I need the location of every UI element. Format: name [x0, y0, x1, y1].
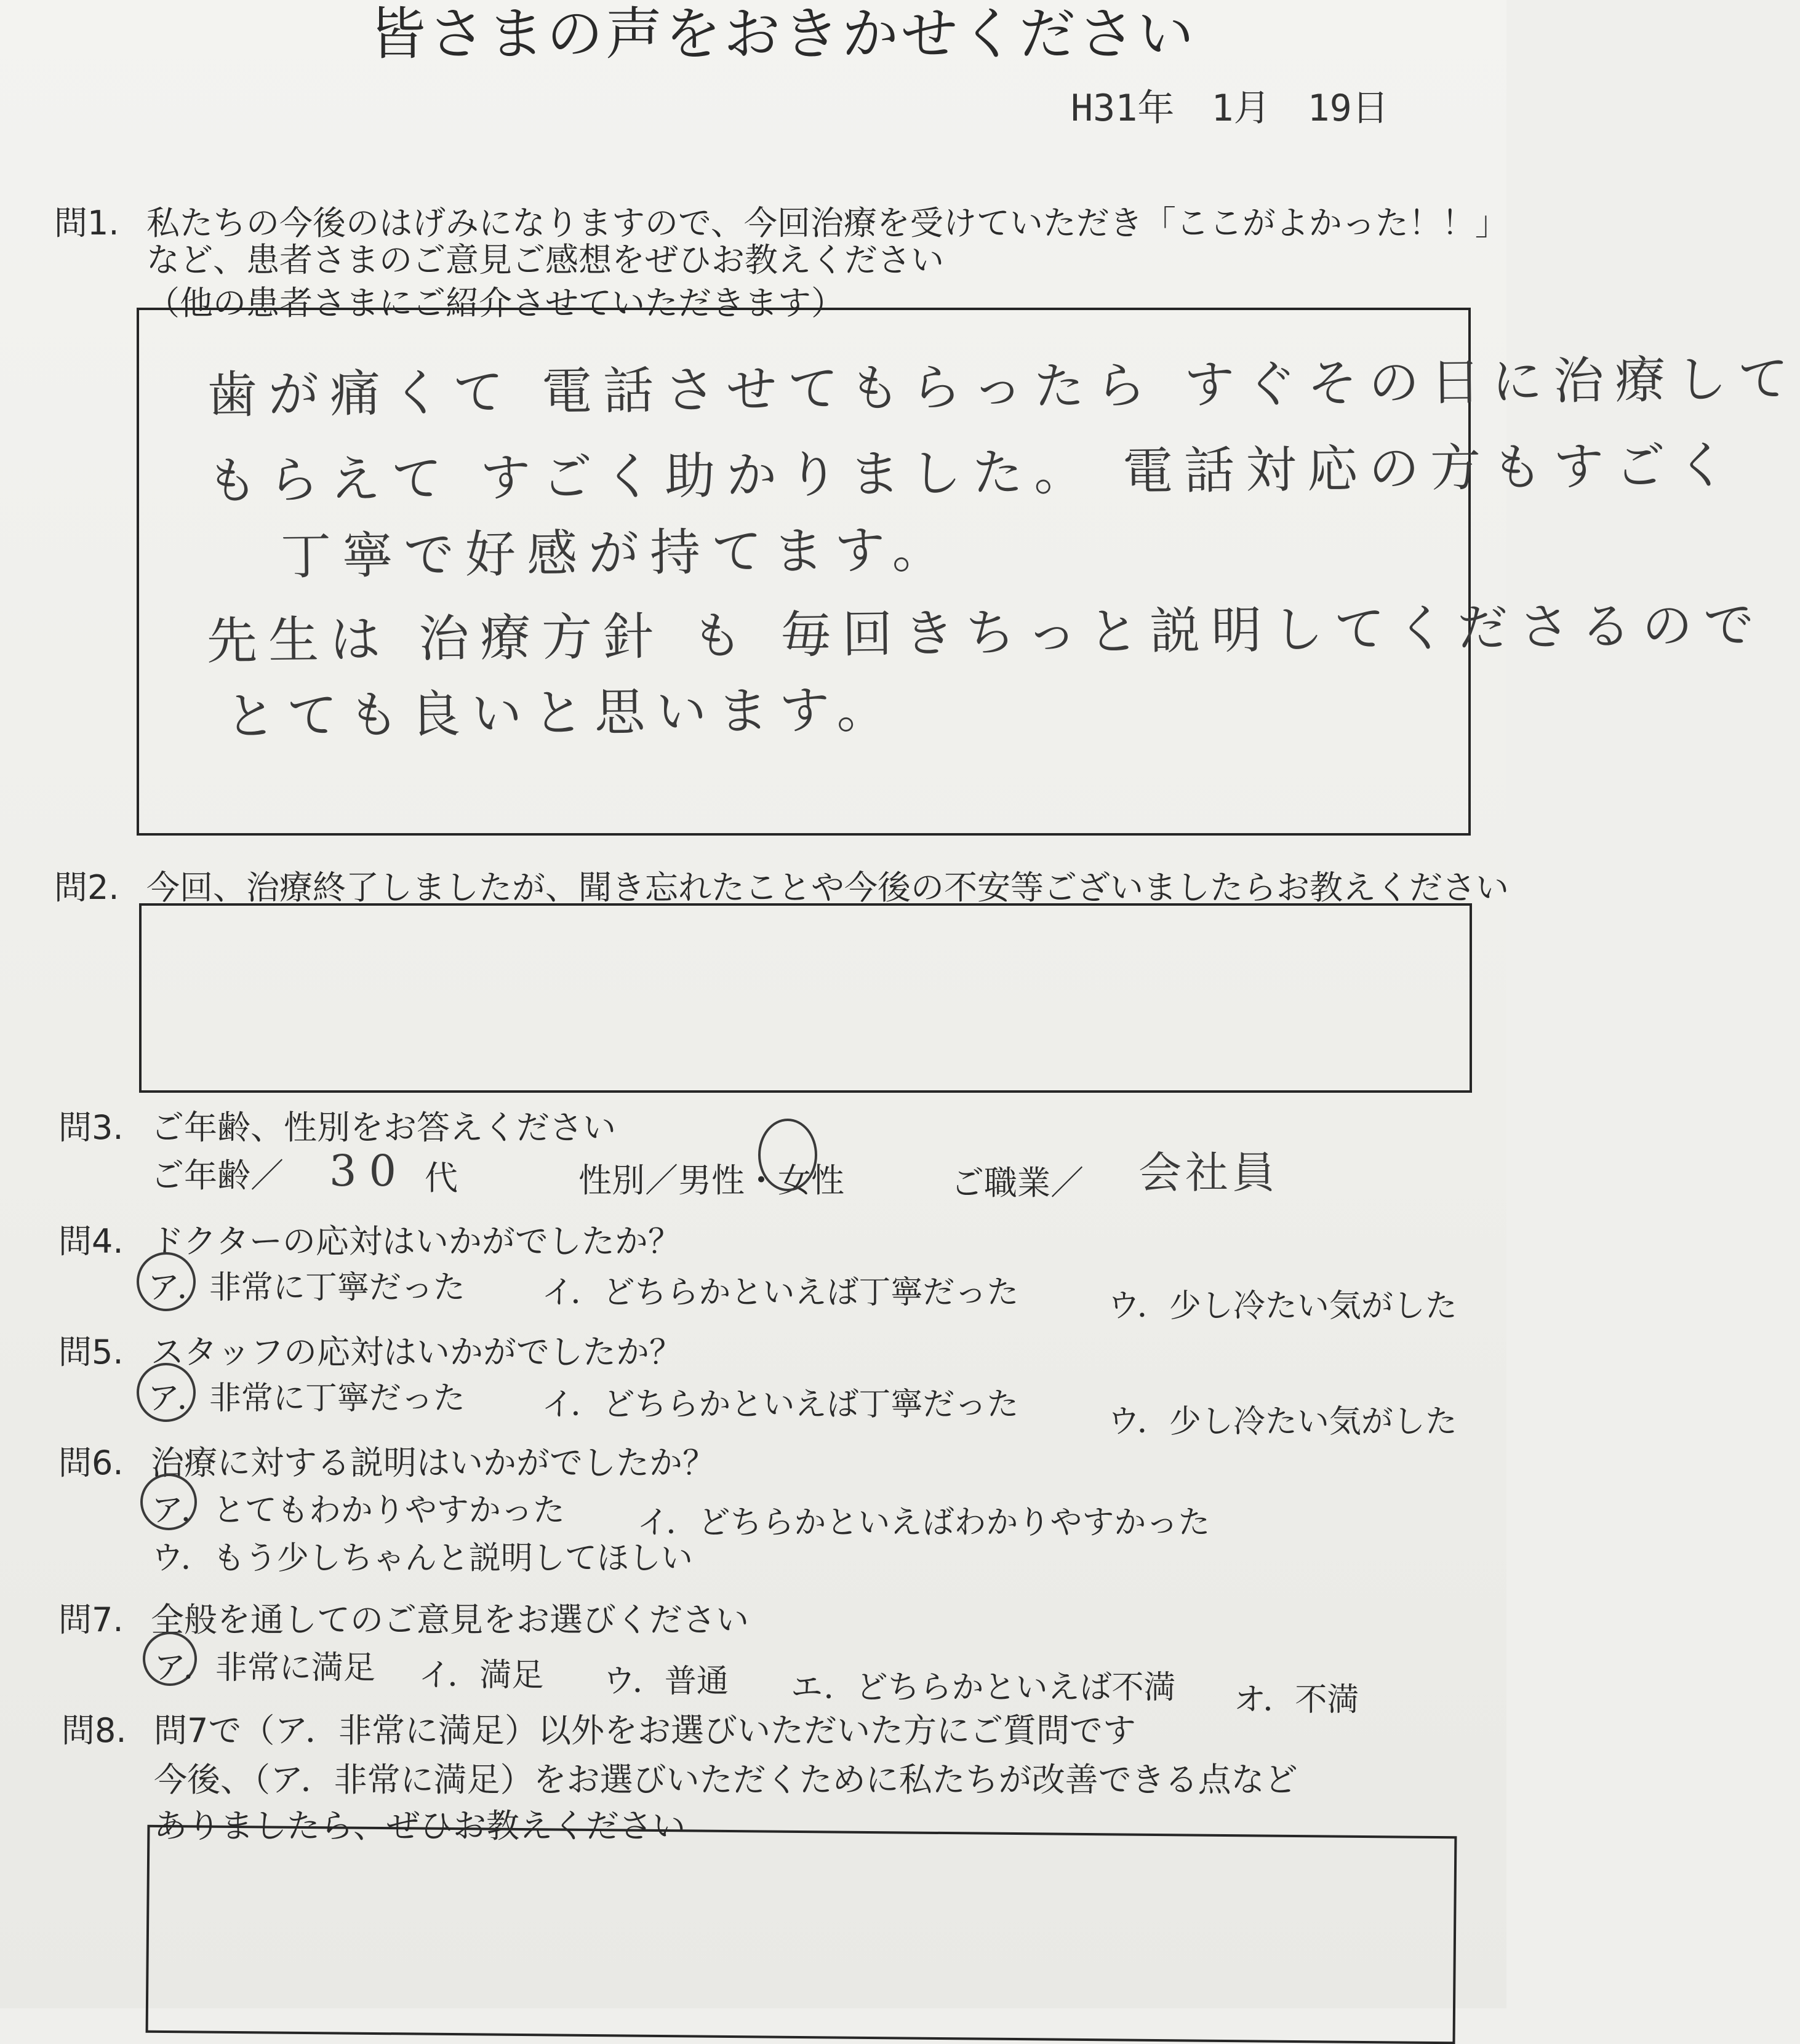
q6-option-a[interactable]: ア．とてもわかりやすかった [151, 1492, 565, 1529]
q8-line1 [62, 1704, 1136, 1752]
q1-answer-line-4: 先生は 治療方針 も 毎回きちっと説明してくださるので [206, 596, 1766, 671]
q7-option-d[interactable]: エ．どちらかといえば不満 [791, 1669, 1176, 1706]
q1-text-1: 私たちの今後のはげみになりますので、今回治療を受けていただき「ここがよかった！！」 [146, 204, 1508, 242]
q3-line [58, 1101, 616, 1149]
q1-answer-line-1: 歯が痛くて 電話させてもらったら すぐその日に治療して [206, 349, 1800, 425]
q5-number: 問5. [58, 1333, 124, 1371]
q7-option-c[interactable]: ウ．普通 [603, 1663, 729, 1700]
q3-text: ご年齢、性別をお答えください [151, 1108, 616, 1147]
q2-number: 問2. [54, 868, 119, 907]
q5-option-b[interactable]: イ．どちらかといえば丁寧だった [542, 1386, 1019, 1423]
q6-number: 問6. [58, 1443, 124, 1482]
q3-number: 問3. [58, 1108, 124, 1147]
q3-job-label: ご職業／ [951, 1164, 1084, 1202]
q7-option-e[interactable]: オ．不満 [1234, 1682, 1359, 1719]
q8-text-1: 問7で（ア．非常に満足）以外をお選びいただいた方にご質問です [154, 1711, 1137, 1750]
q4-option-b[interactable]: イ．どちらかといえば丁寧だった [542, 1274, 1019, 1311]
q1-text-3: （他の患者さまにご紹介させていただきます） [146, 284, 844, 322]
q7-number: 問7. [58, 1600, 124, 1639]
q6-option-b[interactable]: イ．どちらかといえばわかりやすかった [637, 1504, 1210, 1541]
q4-option-a[interactable]: ア．非常に丁寧だった [148, 1269, 465, 1306]
q2-line [54, 861, 1509, 909]
q1-answer-line-2: もらえて すごく助かりました。 電話対応の方もすごく [206, 436, 1738, 511]
q3-age-value: 30 [329, 1146, 409, 1196]
q7-option-a[interactable]: ア．非常に満足 [154, 1650, 375, 1687]
q1-answer-line-3: 丁寧で好感が持てます。 [280, 521, 954, 586]
q5-option-a[interactable]: ア．非常に丁寧だった [148, 1380, 465, 1417]
q8-answer-box[interactable] [146, 1825, 1457, 2044]
q8-number: 問8. [62, 1711, 127, 1750]
q6-option-c[interactable]: ウ．もう少しちゃんと説明してほしい [151, 1540, 693, 1577]
q3-job-value: 会社員 [1138, 1148, 1279, 1198]
q1-answer-line-5: とても良いと思います。 [225, 681, 898, 746]
q6-text: 治療に対する説明はいかがでしたか？ [151, 1443, 716, 1482]
q1-answer-box[interactable] [137, 308, 1800, 836]
q7-text: 全般を通してのご意見をお選びください [151, 1600, 749, 1639]
survey-title: 皆さまの声をおきかせください [369, 1, 1197, 67]
q8-text-3: ありましたら、ぜひお教えください [154, 1806, 686, 1845]
q8-text-2: 今後、（ア．非常に満足）をお選びいただくために私たちが改善できる点など [154, 1760, 1298, 1799]
q1-text-2: など、患者さまのご意見ご感想をぜひお教えください [146, 241, 944, 279]
gender-selected-circle [758, 1119, 817, 1191]
q4-number: 問4. [58, 1222, 124, 1261]
q7-option-b[interactable]: イ．満足 [418, 1657, 544, 1694]
handwritten-date: H31年 1月 19日 [1071, 87, 1389, 130]
q1-number: 問1. [54, 204, 119, 242]
q3-age-suffix: 代 [425, 1159, 458, 1197]
q4-text: ドクターの応対はいかがでしたか？ [151, 1222, 681, 1261]
q3-age-label: ご年齢／ [151, 1156, 284, 1195]
q5-text: スタッフの応対はいかがでしたか？ [151, 1333, 682, 1371]
q5-option-c[interactable]: ウ．少し冷たい気がした [1108, 1403, 1457, 1440]
q2-answer-box[interactable] [139, 903, 1472, 1093]
q4-option-c[interactable]: ウ．少し冷たい気がした [1108, 1288, 1457, 1325]
q2-text: 今回、治療終了しましたが、聞き忘れたことや今後の不安等ございましたらお教えください [146, 868, 1509, 907]
q3-gender-label: 性別／男性・女性 [578, 1161, 844, 1200]
